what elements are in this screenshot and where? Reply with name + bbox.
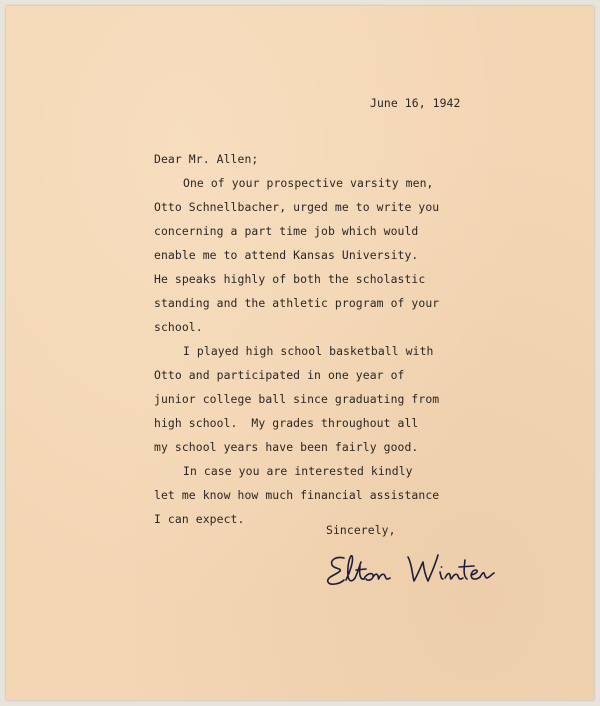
body-line: junior college ball since graduating from <box>154 392 440 406</box>
body-line: I can expect. <box>154 512 245 526</box>
body-line: school. <box>154 320 203 334</box>
body-line: Otto Schnellbacher, urged me to write you <box>154 200 440 214</box>
letter-date: June 16, 1942 <box>370 96 461 110</box>
salutation: Dear Mr. Allen; <box>154 152 259 166</box>
handwritten-signature <box>322 544 522 594</box>
body-line: concerning a part time job which would <box>154 224 419 238</box>
body-line: let me know how much financial assistance <box>154 488 440 502</box>
letter-page <box>6 6 594 700</box>
body-line: One of your prospective varsity men, <box>183 176 434 190</box>
closing: Sincerely, <box>326 523 396 537</box>
body-line: Otto and participated in one year of <box>154 368 405 382</box>
body-line: He speaks highly of both the scholastic <box>154 272 426 286</box>
body-line: In case you are interested kindly <box>183 464 413 478</box>
body-line: enable me to attend Kansas University. <box>154 248 419 262</box>
body-line: standing and the athletic program of your <box>154 296 440 310</box>
body-line: high school. My grades throughout all <box>154 416 419 430</box>
body-line: my school years have been fairly good. <box>154 440 419 454</box>
body-line: I played high school basketball with <box>183 344 434 358</box>
